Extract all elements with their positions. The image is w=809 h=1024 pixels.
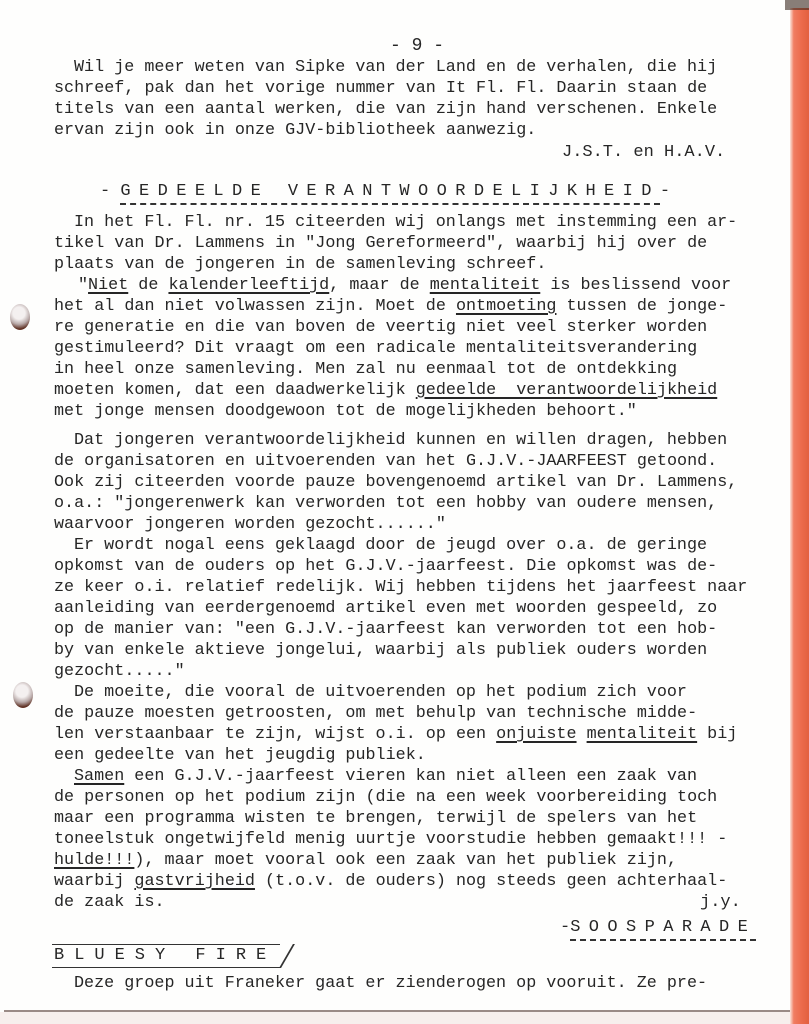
text-line: op de manier van: "een G.J.V.-jaarfeest kan verworden tot een hob- (54, 620, 718, 639)
text-line (74, 767, 697, 787)
text-line: de zaak is. (54, 893, 165, 912)
text-line (54, 297, 727, 317)
section-prefix: - (560, 918, 571, 937)
punch-hole-icon (10, 304, 30, 330)
text: is beslissend voor (540, 276, 732, 295)
text-line (54, 381, 717, 401)
text-line: Er wordt nogal eens geklaagd door de jeugd over o.a. de geringe (74, 536, 708, 555)
section-title: SOOSPARADE (570, 918, 756, 941)
text-line: schreef, pak dan het vorige nummer van It Fl. Fl. Daarin staan de (54, 79, 708, 98)
text-line (78, 276, 731, 296)
underlined-text: ontmoeting (455, 297, 557, 316)
text (577, 725, 587, 744)
text-line: de personen op het podium zijn (die na een week voorbereiding toch (54, 788, 718, 807)
text-line: ervan zijn ook in onze GJV-bibliotheek aanwezig. (54, 121, 537, 140)
text-line: In het Fl. Fl. nr. 15 citeerden wij onlangs met instemming een ar- (74, 213, 738, 232)
underlined-text: onjuiste (496, 725, 577, 744)
text: (t.o.v. de ouders) nog steeds geen achterhaal- (254, 872, 728, 891)
section-heading (560, 918, 756, 938)
underlined-text: hulde!!! (54, 851, 135, 870)
text: het al dan niet volwassen zijn. Moet de (54, 297, 456, 316)
underlined-text: Samen (74, 767, 125, 786)
text: een G.J.V.-jaarfeest vieren kan niet alleen een zaak van (124, 767, 698, 786)
text-line: in heel onze samenleving. Men zal nu eenmaal tot de ontdekking (54, 360, 678, 379)
text-line: ze keer o.i. relatief redelijk. Wij hebben tijdens het jaarfeest naar (54, 578, 748, 597)
punch-hole-icon (13, 682, 33, 708)
text-line: opkomst van de ouders op het G.J.V.-jaarfeest. Die opkomst was de- (54, 557, 718, 576)
text-line: de organisatoren en uitvoerenden van het G.J.V.-JAARFEEST getoond. (54, 452, 718, 471)
text-line: aanleiding van eerdergenoemd artikel even met woorden gespeeld, zo (54, 599, 718, 618)
text-line: met jonge mensen doodgewoon tot de mogelijkheden behoort." (54, 402, 637, 421)
text: waarbij (54, 872, 135, 891)
text-line: Wil je meer weten van Sipke van der Land en de verhalen, die hij (74, 58, 718, 77)
text-line: de pauze moesten getroosten, om met behulp van technische midde- (54, 704, 698, 723)
text-line: Ook zij citeerden voorde pauze bovengenoemd artikel van Dr. Lammens, (54, 473, 738, 492)
text-line: gestimuleerd? Dit vraagt om een radicale mentaliteitsverandering (54, 339, 698, 358)
text-line: plaats van de jongeren in de samenleving schreef. (54, 255, 547, 274)
underlined-text: mentaliteit (429, 276, 541, 295)
page-number: - 9 - (390, 36, 445, 56)
text: ), maar moet vooral ook een zaak van het publiek zijn, (134, 851, 678, 870)
text: tussen de jonge- (556, 297, 728, 316)
text-line: een gedeelte van het jeugdig publiek. (54, 746, 426, 765)
intro-signature: J.S.T. en H.A.V. (562, 143, 726, 162)
text: bij (697, 725, 738, 744)
subsection-title: BLUESY FIRE (52, 944, 280, 968)
heading-title: GEDEELDE VERANTWOORDELIJKHEID (120, 182, 659, 205)
text-line (54, 872, 727, 892)
text-line: gezocht....." (54, 662, 185, 681)
text-line: tikel van Dr. Lammens in "Jong Gereformeerd", waarbij hij over de (54, 234, 708, 253)
heading-prefix: - (100, 182, 111, 201)
text-line (54, 851, 677, 871)
text: de (128, 276, 169, 295)
article-signature: j.y. (700, 893, 741, 912)
heading-suffix: - (659, 182, 671, 201)
paper-edge-orange (790, 8, 809, 1024)
underlined-text: kalenderleeftijd (168, 276, 330, 295)
text-line (54, 725, 737, 745)
text-line: re generatie en die van boven de veertig niet veel sterker worden (54, 318, 708, 337)
underlined-text: Niet (88, 276, 129, 295)
paper-corner-shadow (785, 0, 809, 10)
text-line: o.a.: "jongerenwerk kan verworden tot een hobby van oudere mensen, (54, 494, 718, 513)
underlined-text: gastvrijheid (134, 872, 255, 891)
underlined-text: gedeelde verantwoordelijkheid (415, 381, 718, 400)
text-line: maar een programma wisten te brengen, terwijl de spelers van het (54, 809, 698, 828)
text-line: Dat jongeren verantwoordelijkheid kunnen en willen dragen, hebben (74, 431, 728, 450)
article-heading (100, 182, 670, 202)
text: len verstaanbaar te zijn, wijst o.i. op een (54, 725, 497, 744)
text: " (78, 276, 89, 295)
text-line: titels van een aantal werken, die van zijn hand verschenen. Enkele (54, 100, 718, 119)
text: , maar de (329, 276, 430, 295)
text-line: Deze groep uit Franeker gaat er zienderogen op vooruit. Ze pre- (74, 974, 708, 993)
text-line: toneelstuk ongetwijfeld menig uurtje voorstudie hebben gemaakt!!! - (54, 830, 728, 849)
paper-bottom-strip (0, 1012, 790, 1024)
underlined-text: mentaliteit (586, 725, 698, 744)
text-line: waarvoor jongeren worden gezocht......" (54, 515, 446, 534)
text-line: De moeite, die vooral de uitvoerenden op het podium zich voor (74, 683, 687, 702)
text: moeten komen, dat een daadwerkelijk (54, 381, 416, 400)
text-line: by van enkele aktieve jongelui, waarbij als publiek ouders worden (54, 641, 708, 660)
